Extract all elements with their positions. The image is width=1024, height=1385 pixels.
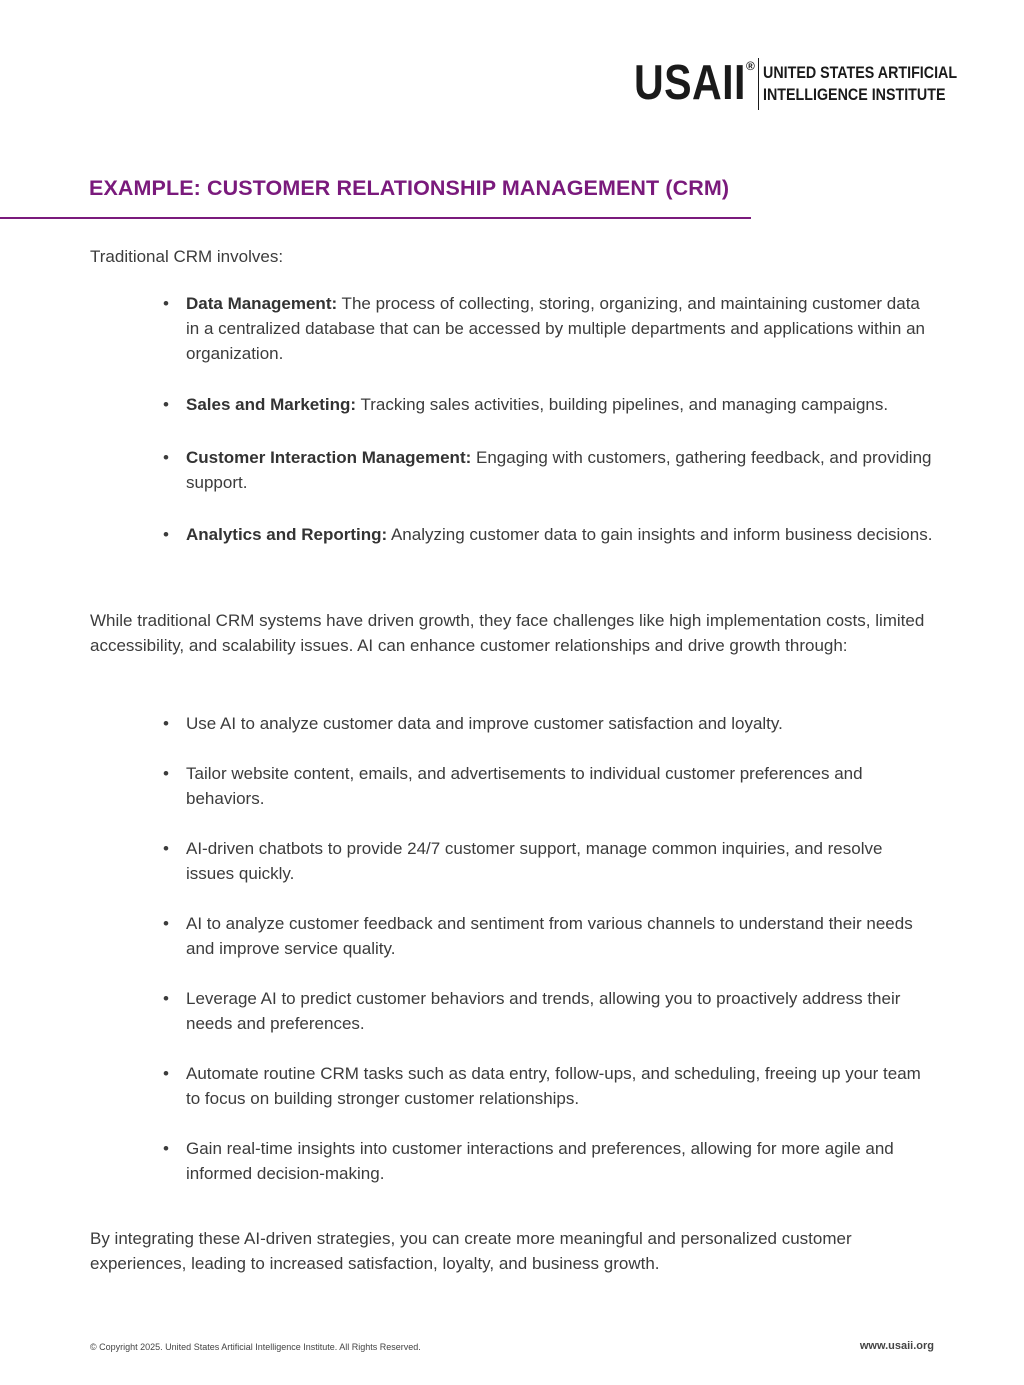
item-term: Data Management: <box>186 294 338 313</box>
usaii-logo <box>634 56 994 110</box>
list-item: • Use AI to analyze customer data and improve customer satisfaction and loyalty. <box>160 711 935 736</box>
page-heading: EXAMPLE: CUSTOMER RELATIONSHIP MANAGEMENT (CRM) <box>89 176 730 200</box>
logo-wordmark <box>763 62 957 106</box>
item-term: Sales and Marketing: <box>186 395 357 414</box>
list-item: • AI-driven chatbots to provide 24/7 customer support, manage common inquiries, and resolve issues quickly. <box>160 836 935 886</box>
item-text: Tracking sales activities, building pipelines, and managing campaigns. <box>356 395 889 414</box>
traditional-crm-list <box>160 291 935 547</box>
footer-copyright: © Copyright 2025. United States Artificial Intelligence Institute. All Rights Reserved. <box>90 1342 421 1352</box>
ai-benefits-list <box>160 711 935 1186</box>
list-item <box>160 445 935 495</box>
list-item: • Automate routine CRM tasks such as data entry, follow-ups, and scheduling, freeing up your team to focus on building stronger customer relationships. <box>160 1061 935 1111</box>
heading-underline <box>0 217 751 219</box>
item-term: Analytics and Reporting: <box>186 525 388 544</box>
item-term: Customer Interaction Management: <box>186 448 472 467</box>
item-text: Analyzing customer data to gain insights and inform business decisions. <box>387 525 933 544</box>
list-item <box>160 291 935 366</box>
closing-paragraph: By integrating these AI-driven strategies, you can create more meaningful and personalized customer experiences, leading to increased satisfaction, loyalty, and business growth. <box>90 1229 852 1273</box>
list-item <box>160 522 935 547</box>
logo-wordmark-line-1: UNITED STATES ARTIFICIAL <box>763 63 958 82</box>
list-item <box>160 392 935 417</box>
list-item: • Leverage AI to predict customer behaviors and trends, allowing you to proactively address their needs and preferences. <box>160 986 935 1036</box>
logo-divider <box>758 58 760 110</box>
logo-mark: USAII <box>634 56 746 110</box>
item-text: Engaging with customers, gathering feedback, and providing support. <box>186 448 932 492</box>
list-item: • Gain real-time insights into customer interactions and preferences, allowing for more agile and informed decision-making. <box>160 1136 935 1186</box>
list-item: • Tailor website content, emails, and advertisements to individual customer preferences and behaviors. <box>160 761 935 811</box>
registered-mark: ® <box>746 59 755 73</box>
ai-intro-paragraph: While traditional CRM systems have driven growth, they face challenges like high implementation costs, limited accessibility, and scalability issues. AI can enhance customer relationships and drive growth through: <box>90 611 925 655</box>
item-text: The process of collecting, storing, organizing, and maintaining customer data in a centralized database that can be accessed by multiple departments and applications within an organization. <box>186 294 926 363</box>
list-item: • AI to analyze customer feedback and sentiment from various channels to understand their needs and improve service quality. <box>160 911 935 961</box>
intro-paragraph: Traditional CRM involves: <box>90 247 284 266</box>
footer-website-link[interactable]: www.usaii.org <box>859 1340 934 1352</box>
logo-wordmark-line-2: INTELLIGENCE INSTITUTE <box>763 85 946 104</box>
